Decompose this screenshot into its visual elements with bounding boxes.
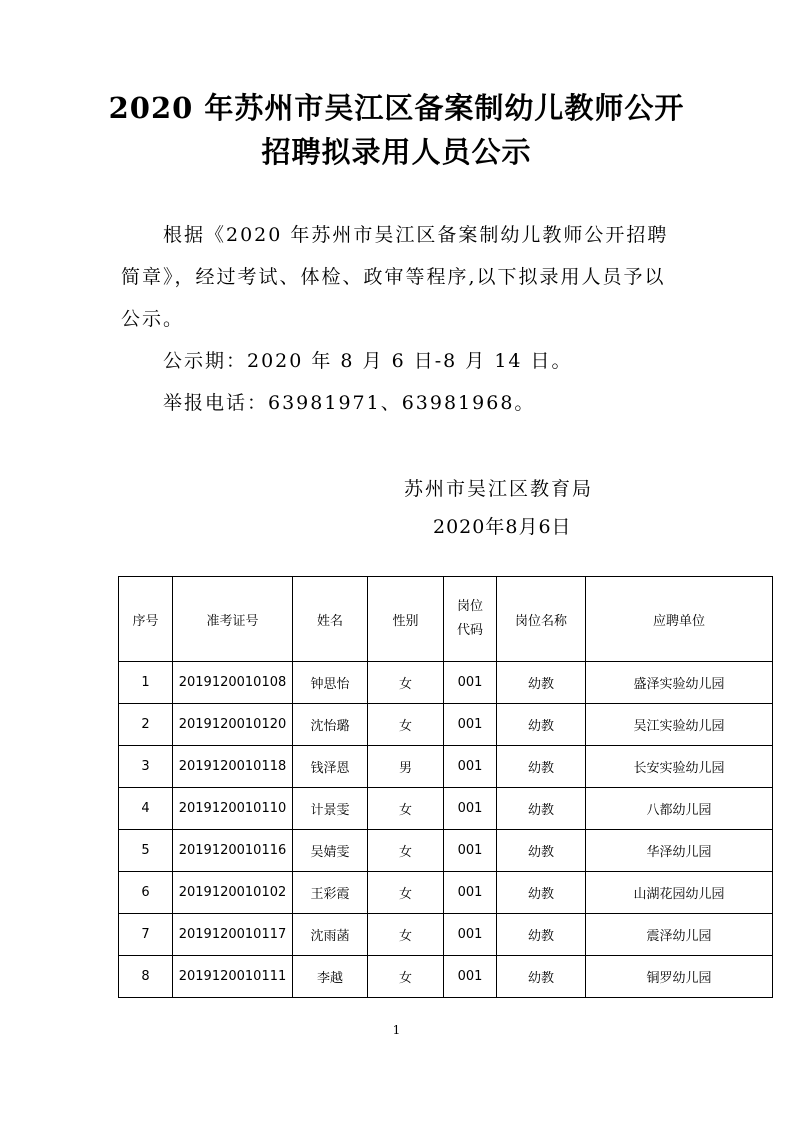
header-position-code — [444, 577, 497, 662]
cell-gender: 男 — [368, 746, 444, 788]
cell-seq: 5 — [119, 830, 173, 872]
table-row — [119, 704, 773, 746]
cell-position-code: 001 — [444, 662, 497, 704]
cell-unit: 八都幼儿园 — [586, 788, 773, 830]
cell-position-code: 001 — [444, 830, 497, 872]
cell-position-code: 001 — [444, 914, 497, 956]
cell-position-code: 001 — [444, 956, 497, 998]
header-code-line2: 代码 — [456, 623, 483, 638]
cell-position-name: 幼教 — [497, 788, 586, 830]
cell-seq: 8 — [119, 956, 173, 998]
cell-name: 王彩霞 — [293, 872, 368, 914]
cell-exam-id: 2019120010108 — [173, 662, 293, 704]
cell-position-name: 幼教 — [497, 830, 586, 872]
header-exam-id: 准考证号 — [173, 577, 293, 662]
cell-gender: 女 — [368, 872, 444, 914]
header-gender: 性别 — [368, 577, 444, 662]
cell-exam-id: 2019120010116 — [173, 830, 293, 872]
cell-gender: 女 — [368, 662, 444, 704]
notice-period: 公示期：2020 年 8 月 6 日-8 月 14 日。 — [163, 350, 573, 372]
cell-exam-id: 2019120010118 — [173, 746, 293, 788]
cell-position-name: 幼教 — [497, 956, 586, 998]
cell-name: 钱泽恩 — [293, 746, 368, 788]
cell-seq: 6 — [119, 872, 173, 914]
page-title-line1: 2020 年苏州市吴江区备案制幼儿教师公开 — [108, 91, 685, 125]
cell-unit: 吴江实验幼儿园 — [586, 704, 773, 746]
header-seq: 序号 — [119, 577, 173, 662]
page-title-line2: 招聘拟录用人员公示 — [261, 135, 532, 169]
notice-body — [121, 214, 681, 424]
cell-seq: 3 — [119, 746, 173, 788]
cell-name: 李越 — [293, 956, 368, 998]
cell-unit: 华泽幼儿园 — [586, 830, 773, 872]
cell-name: 计景雯 — [293, 788, 368, 830]
table-row — [119, 956, 773, 998]
cell-gender: 女 — [368, 704, 444, 746]
cell-gender: 女 — [368, 788, 444, 830]
table-row — [119, 914, 773, 956]
cell-unit: 盛泽实验幼儿园 — [586, 662, 773, 704]
cell-position-name: 幼教 — [497, 914, 586, 956]
cell-exam-id: 2019120010110 — [173, 788, 293, 830]
table-body — [119, 662, 773, 998]
signature-date: 2020年8月6日 — [433, 516, 572, 538]
notice-hotline: 举报电话：63981971、63981968。 — [163, 392, 536, 414]
cell-name: 沈雨菡 — [293, 914, 368, 956]
header-position-name: 岗位名称 — [497, 577, 586, 662]
cell-unit: 震泽幼儿园 — [586, 914, 773, 956]
cell-seq: 4 — [119, 788, 173, 830]
cell-name: 吴婧雯 — [293, 830, 368, 872]
cell-unit: 长安实验幼儿园 — [586, 746, 773, 788]
cell-exam-id: 2019120010117 — [173, 914, 293, 956]
cell-unit: 铜罗幼儿园 — [586, 956, 773, 998]
cell-unit: 山湖花园幼儿园 — [586, 872, 773, 914]
signature-org: 苏州市吴江区教育局 — [404, 478, 594, 500]
table-row — [119, 662, 773, 704]
cell-gender: 女 — [368, 956, 444, 998]
cell-position-name: 幼教 — [497, 704, 586, 746]
cell-name: 钟思怡 — [293, 662, 368, 704]
notice-paragraph: 根据《2020 年苏州市吴江区备案制幼儿教师公开招聘简章》，经过考试、体检、政审等程序,以下拟录用人员予以公示。 — [121, 224, 669, 330]
cell-exam-id: 2019120010111 — [173, 956, 293, 998]
table-header-row — [119, 577, 773, 662]
cell-gender: 女 — [368, 830, 444, 872]
page-number: 1 — [392, 1023, 401, 1037]
cell-position-name: 幼教 — [497, 662, 586, 704]
cell-exam-id: 2019120010120 — [173, 704, 293, 746]
hiring-table — [118, 576, 773, 998]
cell-name: 沈怡璐 — [293, 704, 368, 746]
table-row — [119, 788, 773, 830]
cell-position-code: 001 — [444, 872, 497, 914]
cell-gender: 女 — [368, 914, 444, 956]
cell-position-code: 001 — [444, 788, 497, 830]
cell-seq: 7 — [119, 914, 173, 956]
cell-seq: 2 — [119, 704, 173, 746]
cell-position-code: 001 — [444, 704, 497, 746]
cell-position-name: 幼教 — [497, 872, 586, 914]
cell-seq: 1 — [119, 662, 173, 704]
cell-position-code: 001 — [444, 746, 497, 788]
header-unit: 应聘单位 — [586, 577, 773, 662]
table-row — [119, 872, 773, 914]
header-name: 姓名 — [293, 577, 368, 662]
table-row — [119, 830, 773, 872]
cell-exam-id: 2019120010102 — [173, 872, 293, 914]
cell-position-name: 幼教 — [497, 746, 586, 788]
header-code-line1: 岗位 — [456, 599, 483, 614]
table-row — [119, 746, 773, 788]
